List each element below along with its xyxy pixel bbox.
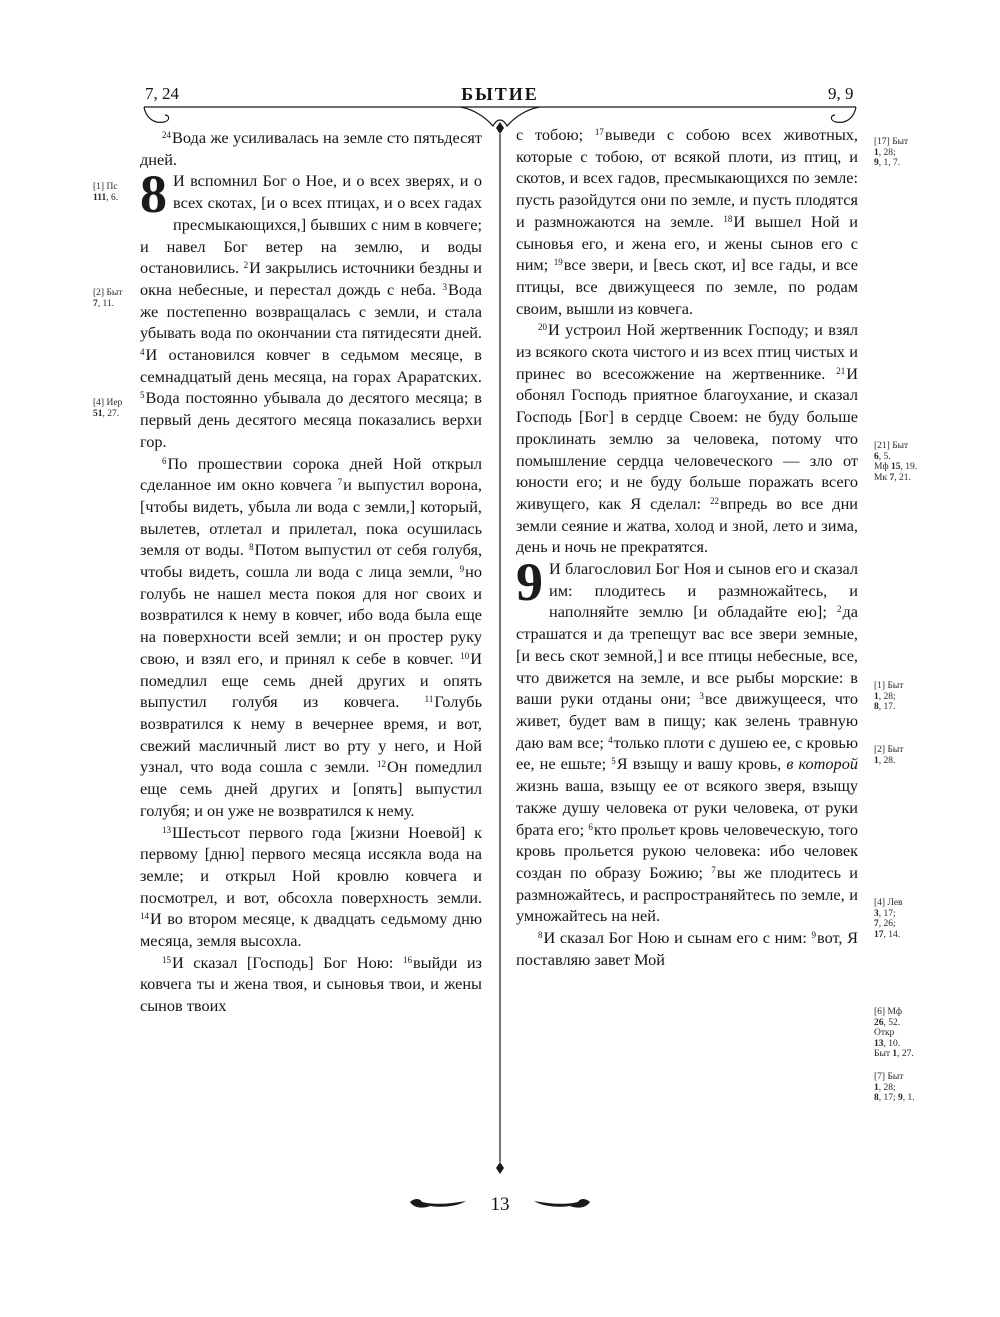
- cross-reference: [874, 898, 934, 940]
- verse-text: И сказал Бог Ною и сынам его с ним:: [543, 928, 807, 948]
- cross-reference-part: 111: [93, 192, 107, 203]
- right-column: [516, 124, 858, 970]
- cross-reference: [874, 1007, 934, 1060]
- verse-number: 2: [836, 604, 842, 615]
- running-head-right-ref: 9, 9: [828, 84, 854, 103]
- paragraph: [140, 952, 482, 1017]
- verse-number: 4: [140, 347, 145, 358]
- chapter-number: 8: [140, 164, 167, 225]
- cross-reference-part: Откр: [874, 1028, 895, 1038]
- cross-reference-part: 8: [874, 1093, 879, 1103]
- verse-text: но голубь не нашел места покоя для ног своих и возвратился к нему в ковчег, ибо вода была еще на поверхности всей земли; и он простер руку свою, и взял его, и принял к себе в ковчег.: [140, 562, 482, 668]
- cross-reference-part: , 1, 7.: [878, 158, 901, 168]
- verse-text: Вода постоянно убывала до десятого месяца; в первый день десятого месяца показались верхи гор.: [140, 388, 482, 451]
- verse-number: 14: [140, 911, 149, 922]
- cross-reference-part: 26: [874, 1017, 884, 1028]
- cross-reference-part: 51: [93, 408, 103, 419]
- cross-reference-part: [1] Пс: [93, 182, 118, 192]
- verse-text: И благословил Бог Ноя и сынов его и сказал им: плодитесь и размножайтесь, и наполняйте землю [и обладайте ею];: [549, 559, 858, 622]
- cross-reference-part: 9: [874, 158, 879, 168]
- cross-reference-part: , 28;: [878, 1082, 896, 1093]
- cross-reference-part: , 27.: [102, 408, 120, 419]
- cross-reference-part: [6] Мф: [874, 1007, 903, 1017]
- verse-number: 11: [424, 694, 434, 705]
- verse-text: вот, Я поставляю завет Мой: [516, 928, 858, 969]
- verse-text: Потом выпустил от себя голубя, чтобы видеть, сошла ли вода с лица земли,: [140, 540, 483, 582]
- verse-number: 7: [711, 864, 716, 875]
- cross-reference-part: [2] Быт: [874, 745, 904, 755]
- verse-text: жизнь ваша, взыщу ее от всякого зверя, взыщу также душу человека от руки человека, от руки брата его;: [516, 776, 858, 839]
- cross-reference-part: 7: [874, 919, 879, 929]
- cross-reference-part: [1] Быт: [874, 681, 904, 691]
- cross-reference: [874, 745, 934, 766]
- verse-text: Голубь возвратился к нему в вечернее время, и вот, свежий масличный лист во рту у него, и Ной узнал, что вода сошла с земли.: [140, 692, 482, 777]
- cross-reference-part: Быт: [874, 1049, 893, 1059]
- cross-reference-part: 1: [892, 1049, 898, 1059]
- cross-reference-part: , 6.: [106, 192, 119, 203]
- verse-number: 4: [608, 734, 613, 745]
- cross-reference-part: 13: [874, 1038, 884, 1049]
- cross-reference: [874, 441, 934, 483]
- cross-reference-part: [17] Быт: [874, 137, 909, 147]
- verse-text: Шестьсот первого года [жизни Ноевой] к первому [дню] первого месяца иссякла вода на земле; и открыл Ной кровлю ковчега и посмотрел, и вот, обсохла поверхность земли.: [140, 822, 482, 907]
- cross-reference-part: , 10.: [883, 1038, 901, 1049]
- verse-number: 13: [162, 824, 171, 835]
- verse-number: 6: [162, 455, 167, 466]
- cross-reference-part: [7] Быт: [874, 1072, 904, 1082]
- chapter-number: 9: [516, 552, 543, 613]
- verse-number: 12: [376, 759, 386, 770]
- cross-reference-part: 1: [874, 691, 879, 702]
- cross-reference-part: 1: [874, 755, 879, 766]
- verse-number: 21: [836, 365, 846, 376]
- left-column: [140, 127, 482, 1017]
- cross-reference-part: 8: [874, 702, 879, 712]
- verse-text: выйди из ковчега ты и жена твоя, и сыновья твои, и жены сынов твоих: [140, 952, 482, 1016]
- paragraph: [140, 822, 482, 952]
- verse-text: И остановился ковчег в седьмом месяце, в семнадцатый день месяца, на горах Араратских.: [140, 345, 482, 386]
- verse-text: И обонял Господь приятное благоухание, и сказал Господь [Бог] в сердце Своем: не буду больше проклинать землю за человека, потому что помышление сердца человеческого — зло от юности его; и не буду больше поражать всего живущего, как Я сделал:: [516, 363, 858, 513]
- verse-text: да страшатся и да трепещут вас все звери земные, [и весь скот земной,] и все птицы небесные, все, что движется на земле, и все рыбы морские: в ваши руки отданы они;: [516, 602, 858, 709]
- verse-text: и выпустил ворона, [чтобы видеть, убыла ли вода с земли,] который, вылетев, отлетал и прилетал, пока осушилась земля от воды.: [140, 475, 482, 560]
- paragraph: [140, 127, 482, 170]
- cross-reference-part: 9: [898, 1093, 903, 1103]
- verse-number: 6: [588, 821, 593, 832]
- cross-reference-part: , 19.: [900, 462, 918, 472]
- cross-reference-part: Мф: [874, 462, 891, 472]
- cross-reference: [93, 288, 135, 309]
- cross-reference-part: , 17;: [878, 908, 896, 919]
- verse-text: И помедлил еще семь дней других и опять выпустил голубя из ковчега.: [140, 648, 483, 712]
- verse-text: вы же плодитесь и размножайтесь, и распространяйтесь по земле, и умножайтесь на ней.: [516, 862, 859, 926]
- verse-text: выведи с собою всех животных, которые с тобою, от всякой плоти, из птиц, и скотов, и всех гадов, пресмыкающихся по земле: пусть разойдутся они по земле, и пусть плодятся и размножаются на земле.: [516, 125, 858, 231]
- cross-reference-part: 15: [890, 462, 901, 472]
- verse-number: 20: [538, 322, 547, 333]
- cross-reference-part: 1: [874, 1082, 879, 1093]
- cross-reference-part: , 52.: [883, 1017, 901, 1028]
- cross-reference-part: 17: [874, 929, 884, 940]
- verse-number: 24: [162, 130, 171, 140]
- paragraph-chapter-9: [516, 552, 859, 927]
- verse-number: 16: [402, 954, 412, 965]
- cross-reference-part: , 17;: [878, 1093, 899, 1103]
- book-title: БЫТИЕ: [461, 84, 539, 104]
- verse-number: 9: [459, 564, 465, 575]
- cross-reference-part: , 1.: [902, 1093, 915, 1103]
- cross-reference-part: , 27.: [897, 1049, 914, 1059]
- verse-number: 5: [611, 756, 616, 767]
- cross-reference: [874, 137, 934, 169]
- verse-number: 8: [538, 930, 543, 941]
- verse-text: Вода же усиливалась на земле сто пятьдесят дней.: [140, 128, 482, 169]
- verse-number: 5: [140, 390, 145, 401]
- verse-number: 3: [442, 281, 447, 292]
- verse-number: 9: [811, 930, 817, 941]
- verse-text: И устроил Ной жертвенник Господу; и взял из всякого скота чистого и из всех птиц чистых и принес во всесожжение на жертвеннике.: [516, 320, 858, 383]
- paragraph: [516, 927, 858, 970]
- verse-text: И во втором месяце, к двадцать седьмому дню месяца, земля высохла.: [140, 909, 482, 951]
- verse-text: с тобою;: [516, 125, 584, 144]
- cross-reference-part: 3: [874, 908, 879, 919]
- verse-number: 3: [699, 691, 704, 702]
- verse-text: И закрылись источники бездны и окна небесные, и перестал дождь с неба.: [140, 258, 482, 299]
- cross-reference-part: [4] Лев: [874, 898, 903, 908]
- cross-reference-part: , 28;: [878, 147, 896, 158]
- cross-reference-part: , 28;: [878, 691, 896, 702]
- cross-reference-part: [4] Иер: [93, 398, 123, 408]
- verse-number: 19: [553, 257, 563, 268]
- verse-text: кто прольет кровь человеческую, того кровь прольется рукою человека: ибо человек создан по образу Божию;: [516, 819, 858, 882]
- cross-reference-part: [21] Быт: [874, 441, 909, 451]
- paragraph-chapter-8: [140, 164, 482, 452]
- page-number: 13: [490, 1194, 510, 1215]
- cross-reference-part: , 11.: [97, 298, 115, 309]
- cross-reference: [874, 681, 934, 713]
- verse-text: все звери, и [весь скот, и] все гады, и все птицы, все движущееся по земле, по родам своим, вышли из ковчега.: [516, 255, 858, 318]
- cross-reference-part: 1: [874, 147, 879, 158]
- verse-number: 18: [723, 213, 733, 224]
- cross-reference-part: , 21.: [894, 472, 911, 483]
- cross-reference-part: , 28.: [878, 755, 896, 766]
- verse-text: только плоти с душею ее, с кровью ее, не ешьте;: [516, 732, 858, 774]
- verse-text: И сказал [Господь] Бог Ною:: [172, 952, 394, 972]
- cross-reference-part: , 14.: [883, 929, 901, 940]
- paragraph: [140, 453, 482, 822]
- verse-number: 7: [337, 477, 343, 488]
- running-head-left-ref: 7, 24: [145, 84, 179, 103]
- cross-reference-part: 6: [874, 451, 879, 462]
- column-divider: [494, 118, 506, 1178]
- cross-reference-part: [2] Быт: [93, 288, 123, 298]
- italic-text: в которой: [786, 754, 858, 774]
- cross-reference: [93, 398, 135, 419]
- verse-text: По прошествии сорока дней Ной открыл сделанное им окно ковчега: [140, 453, 482, 495]
- verse-number: 10: [460, 650, 470, 661]
- cross-reference-part: , 17.: [878, 702, 896, 712]
- cross-reference-part: 7: [889, 472, 895, 483]
- cross-reference-part: , 5.: [878, 451, 891, 462]
- verse-number: 15: [162, 954, 171, 965]
- paragraph: [516, 319, 858, 558]
- cross-reference-part: , 26;: [878, 919, 896, 929]
- verse-text: Я взыщу и вашу кровь,: [616, 754, 782, 774]
- verse-number: 17: [594, 127, 604, 137]
- cross-reference-part: Мк: [874, 472, 890, 483]
- verse-text: Вода же постепенно возвращалась с земли, и стала убывать вода по окончании ста пятидесяти дней.: [140, 279, 482, 343]
- verse-text: Он помедлил еще семь дней других и [опять] выпустил голубя; и он уже не возвратился к нему.: [140, 757, 482, 820]
- verse-text: все движущееся, что живет, будет вам в пищу; как зелень травную даю вам все;: [516, 689, 858, 752]
- verse-text: И вышел Ной и сыновья его, и жена его, и жены сынов его с ним;: [516, 211, 858, 275]
- verse-number: 22: [710, 495, 720, 506]
- verse-number: 8: [249, 542, 254, 553]
- verse-text: И вспомнил Бог о Ное, и о всех зверях, и о всех скотах, [и о всех птицах, и о всех гадах пресмыкающихся,] бывших с ним в ковчеге; и навел Бог ветер на землю, и воды остановились.: [140, 171, 482, 278]
- verse-number: 2: [243, 260, 249, 271]
- cross-reference: [93, 182, 135, 203]
- paragraph: [516, 124, 858, 319]
- cross-reference: [874, 1072, 934, 1104]
- verse-text: впредь во все дни земли сеяние и жатва, холод и зной, лето и зима, день и ночь не прекратятся.: [516, 493, 858, 557]
- cross-reference-part: 7: [93, 298, 98, 309]
